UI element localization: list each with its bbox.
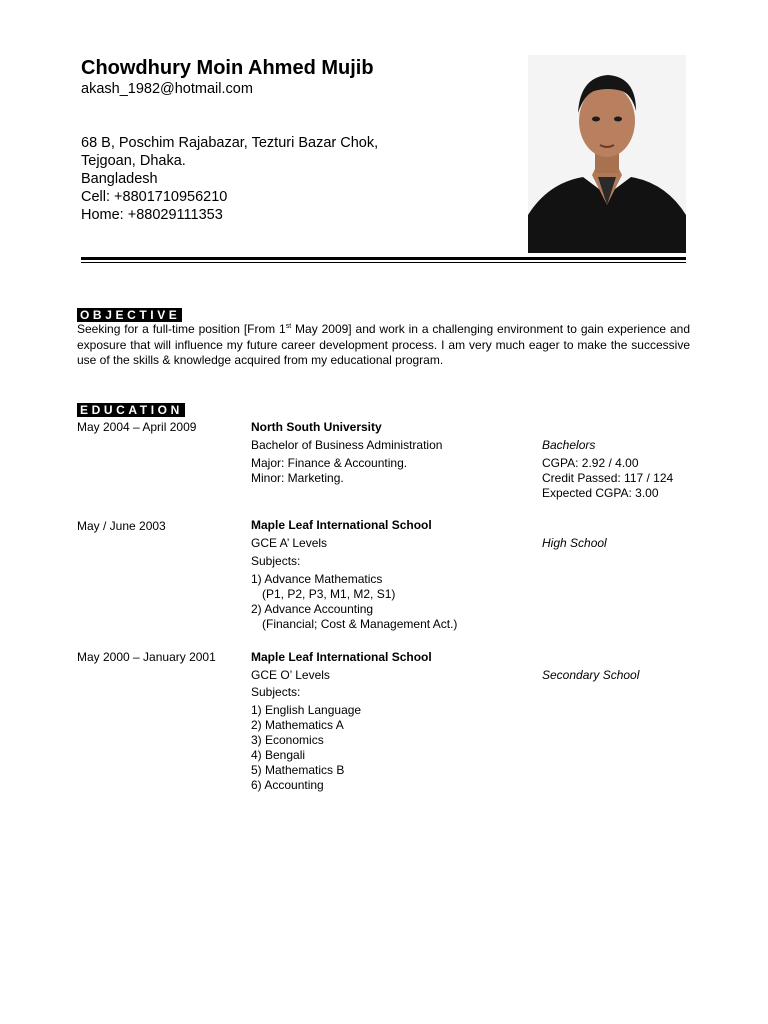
institution-name: North South University [251,420,382,434]
degree-title: Bachelor of Business Administration [251,438,443,452]
education-period: May 2004 – April 2009 [77,420,197,434]
subject-item: 3) Economics [251,733,324,747]
country: Bangladesh [81,171,158,187]
objective-superscript: st [285,323,292,330]
institution-name: Maple Leaf International School [251,650,432,664]
subject-item: 5) Mathematics B [251,763,345,777]
cgpa: CGPA: 2.92 / 4.00 [542,456,639,470]
portrait-illustration [528,55,686,253]
major: Major: Finance & Accounting. [251,456,408,470]
candidate-name: Chowdhury Moin Ahmed Mujib [81,57,374,79]
education-period: May 2000 – January 2001 [77,650,216,664]
expected-cgpa: Expected CGPA: 3.00 [542,486,659,500]
subject-item: (Financial; Cost & Management Act.) [262,617,458,631]
address-line-1: 68 B, Poschim Rajabazar, Tezturi Bazar Chok, [81,135,379,151]
profile-photo [528,55,686,253]
address-line-2: Tejgoan, Dhaka. [81,153,186,169]
objective-text-part2: May 2009] and work in a challenging environment to gain experience and exposure that will influence my future career development process. I am very much eager to make the successive use of the skills & knowledge acquired from my educational program. [77,322,691,367]
subject-item: (P1, P2, P3, M1, M2, S1) [262,587,396,601]
credit-passed: Credit Passed: 117 / 124 [542,471,674,485]
minor: Minor: Marketing. [251,471,344,485]
degree-title: GCE O’ Levels [251,668,330,682]
education-period: May / June 2003 [77,519,166,533]
home-phone: Home: +88029111353 [81,207,223,223]
header-divider-thin [81,262,686,263]
objective-heading: OBJECTIVE [77,308,182,322]
cell-phone: Cell: +8801710956210 [81,189,228,205]
objective-text [77,322,690,369]
header-divider-thick [81,257,686,260]
subject-item: 1) Advance Mathematics [251,572,383,586]
subject-item: 6) Accounting [251,778,324,792]
subjects-label: Subjects: [251,685,301,699]
subject-item: 2) Advance Accounting [251,602,374,616]
degree-title: GCE A’ Levels [251,536,328,550]
subject-item: 1) English Language [251,703,362,717]
objective-text-part1: Seeking for a full-time position [From 1 [77,322,286,336]
education-heading: EDUCATION [77,403,185,417]
degree-level: High School [542,536,607,550]
email: akash_1982@hotmail.com [81,81,253,97]
subject-item: 4) Bengali [251,748,306,762]
institution-name: Maple Leaf International School [251,518,432,532]
degree-level: Secondary School [542,668,640,682]
subjects-label: Subjects: [251,554,301,568]
degree-level: Bachelors [542,438,596,452]
subject-item: 2) Mathematics A [251,718,344,732]
